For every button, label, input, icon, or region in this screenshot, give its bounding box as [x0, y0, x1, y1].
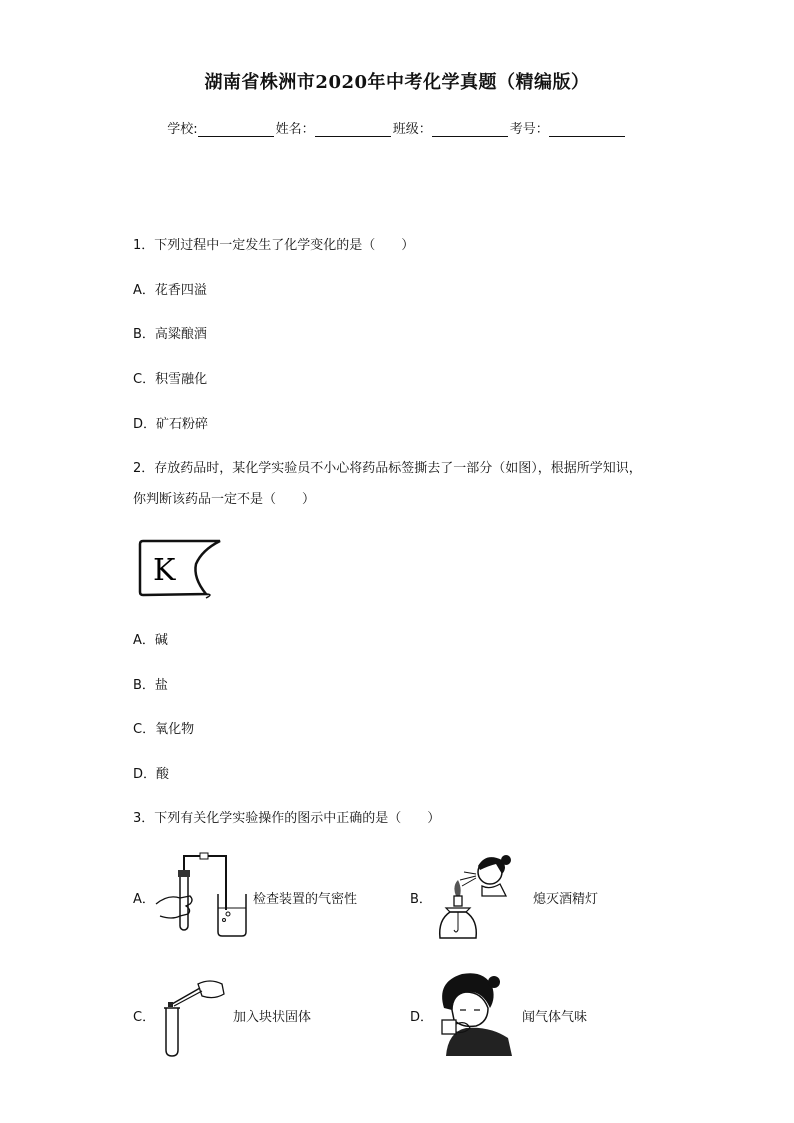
q2-stem-line1: 2．存放药品时，某化学实验员不小心将药品标签撕去了一部分（如图），根据所学知识，: [133, 461, 642, 476]
student-info-line: [0, 118, 794, 137]
torn-label-figure: [136, 538, 226, 602]
q1-option-a[interactable]: A．花香四溢: [133, 283, 207, 298]
q2-option-b[interactable]: B．盐: [133, 678, 168, 693]
q1-stem: 1．下列过程中一定发生了化学变化的是（ ）: [133, 238, 415, 253]
q2-stem-line2: 你判断该药品一定不是（ ）: [133, 492, 316, 507]
q3-option-b-letter[interactable]: B．: [410, 892, 432, 907]
smell-gas-illustration: [432, 968, 516, 1056]
q3-option-d-letter[interactable]: D．: [410, 1010, 434, 1025]
q3-option-b-caption: 熄灭酒精灯: [533, 892, 599, 907]
q2-option-d[interactable]: D．酸: [133, 767, 170, 782]
q3-option-a-caption: 检查装置的气密性: [253, 892, 358, 907]
school-label: 学校:: [167, 122, 198, 137]
page-title: 湖南省株洲市2020年中考化学真题（精编版）: [204, 72, 590, 93]
q3-stem: 3．下列有关化学实验操作的图示中正确的是（ ）: [133, 811, 441, 826]
q1-option-c[interactable]: C．积雪融化: [133, 372, 208, 387]
q3-option-c-caption: 加入块状固体: [233, 1010, 312, 1025]
q2-option-c[interactable]: C．氧化物: [133, 722, 195, 737]
school-blank[interactable]: [198, 122, 274, 137]
blow-out-alcohol-lamp-illustration: [430, 850, 520, 944]
q3-option-a-letter[interactable]: A．: [133, 892, 155, 907]
id-blank[interactable]: [549, 122, 625, 137]
airtightness-check-illustration: [150, 850, 250, 938]
name-blank[interactable]: [315, 122, 391, 137]
id-label: 考号：: [509, 122, 549, 137]
class-blank[interactable]: [432, 122, 508, 137]
q1-option-d[interactable]: D．矿石粉碎: [133, 417, 209, 432]
label-letter-k: K: [153, 553, 176, 588]
add-solid-block-illustration: [156, 972, 228, 1058]
class-label: 班级：: [392, 122, 432, 137]
name-label: 姓名：: [275, 122, 315, 137]
q1-option-b[interactable]: B．高粱酿酒: [133, 327, 207, 342]
q2-option-a[interactable]: A．碱: [133, 633, 168, 648]
q3-option-d-caption: 闻气体气味: [522, 1010, 588, 1025]
q3-option-c-letter[interactable]: C．: [133, 1010, 156, 1025]
